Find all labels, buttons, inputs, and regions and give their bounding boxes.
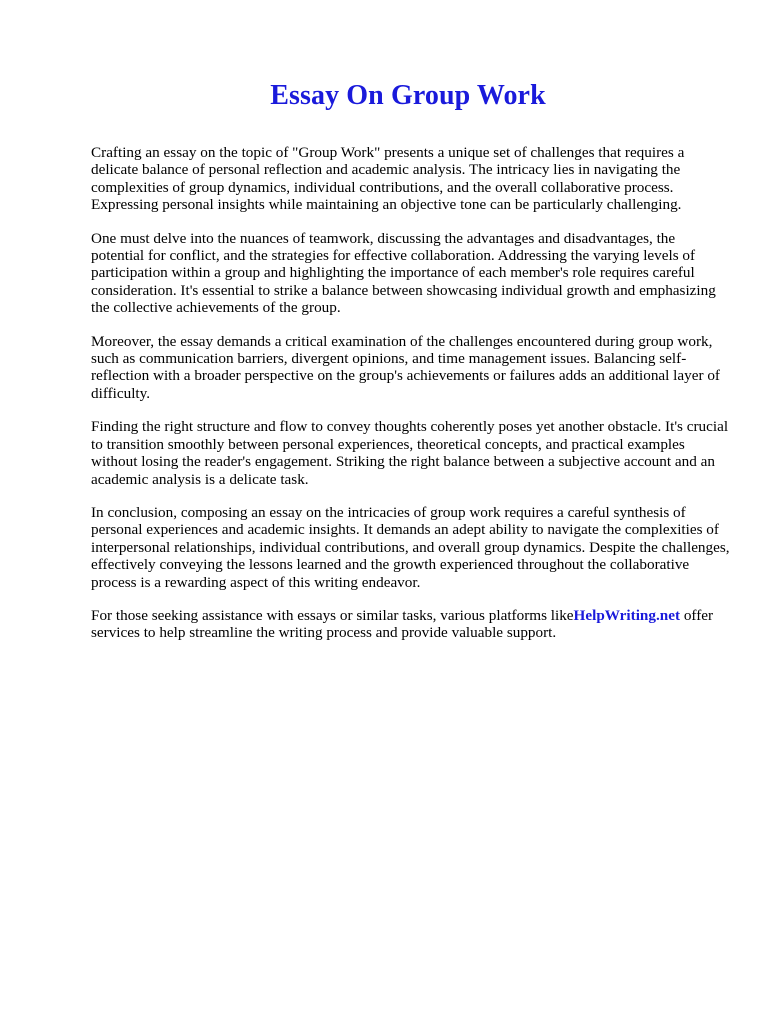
paragraph-structure: Finding the right structure and flow to convey thoughts coherently poses yet another obstacle. It's crucial to transition smoothly between personal experiences, theoretical concepts, and practical examples without losing the reader's engagement. Striking the right balance between a subjective account and an academic analysis is a delicate task. bbox=[91, 418, 729, 488]
paragraph-closing bbox=[91, 607, 731, 642]
paragraph-teamwork: One must delve into the nuances of teamwork, discussing the advantages and disadvantages, the potential for conflict, and the strategies for effective collaboration. Addressing the varying levels of participation within a group and highlighting the importance of each member's role requires careful consideration. It's essential to strike a balance between showcasing individual growth and emphasizing the collective achievements of the group. bbox=[91, 229, 716, 317]
paragraph-challenges: Moreover, the essay demands a critical examination of the challenges encountered during group work, such as communication barriers, divergent opinions, and time management issues. Balancing self-reflection with a broader perspective on the group's achievements or failures adds an additional layer of difficulty. bbox=[91, 332, 720, 402]
essay-title: Essay On Group Work bbox=[270, 80, 546, 111]
closing-text-before-link: For those seeking assistance with essays or similar tasks, various platforms like bbox=[91, 606, 574, 624]
essay-body bbox=[91, 144, 731, 642]
paragraph-intro: Crafting an essay on the topic of "Group Work" presents a unique set of challenges that requires a delicate balance of personal reflection and academic analysis. The intricacy lies in navigating the complexities of group dynamics, individual contributions, and the overall collaborative process. Expressing personal insights while maintaining an objective tone can be particularly challenging. bbox=[91, 144, 685, 214]
closing-text-after-link: offer services to help streamline the writing process and provide valuable support. bbox=[91, 606, 714, 642]
helpwriting-link[interactable]: HelpWriting.net bbox=[573, 606, 681, 624]
paragraph-conclusion: In conclusion, composing an essay on the intricacies of group work requires a careful synthesis of personal experiences and academic insights. It demands an adept ability to navigate the complexities of interpersonal relationships, individual contributions, and overall group dynamics. Despite the challenges, effectively conveying the lessons learned and the growth experienced throughout the collaborative process is a rewarding aspect of this writing endeavor. bbox=[91, 503, 730, 591]
